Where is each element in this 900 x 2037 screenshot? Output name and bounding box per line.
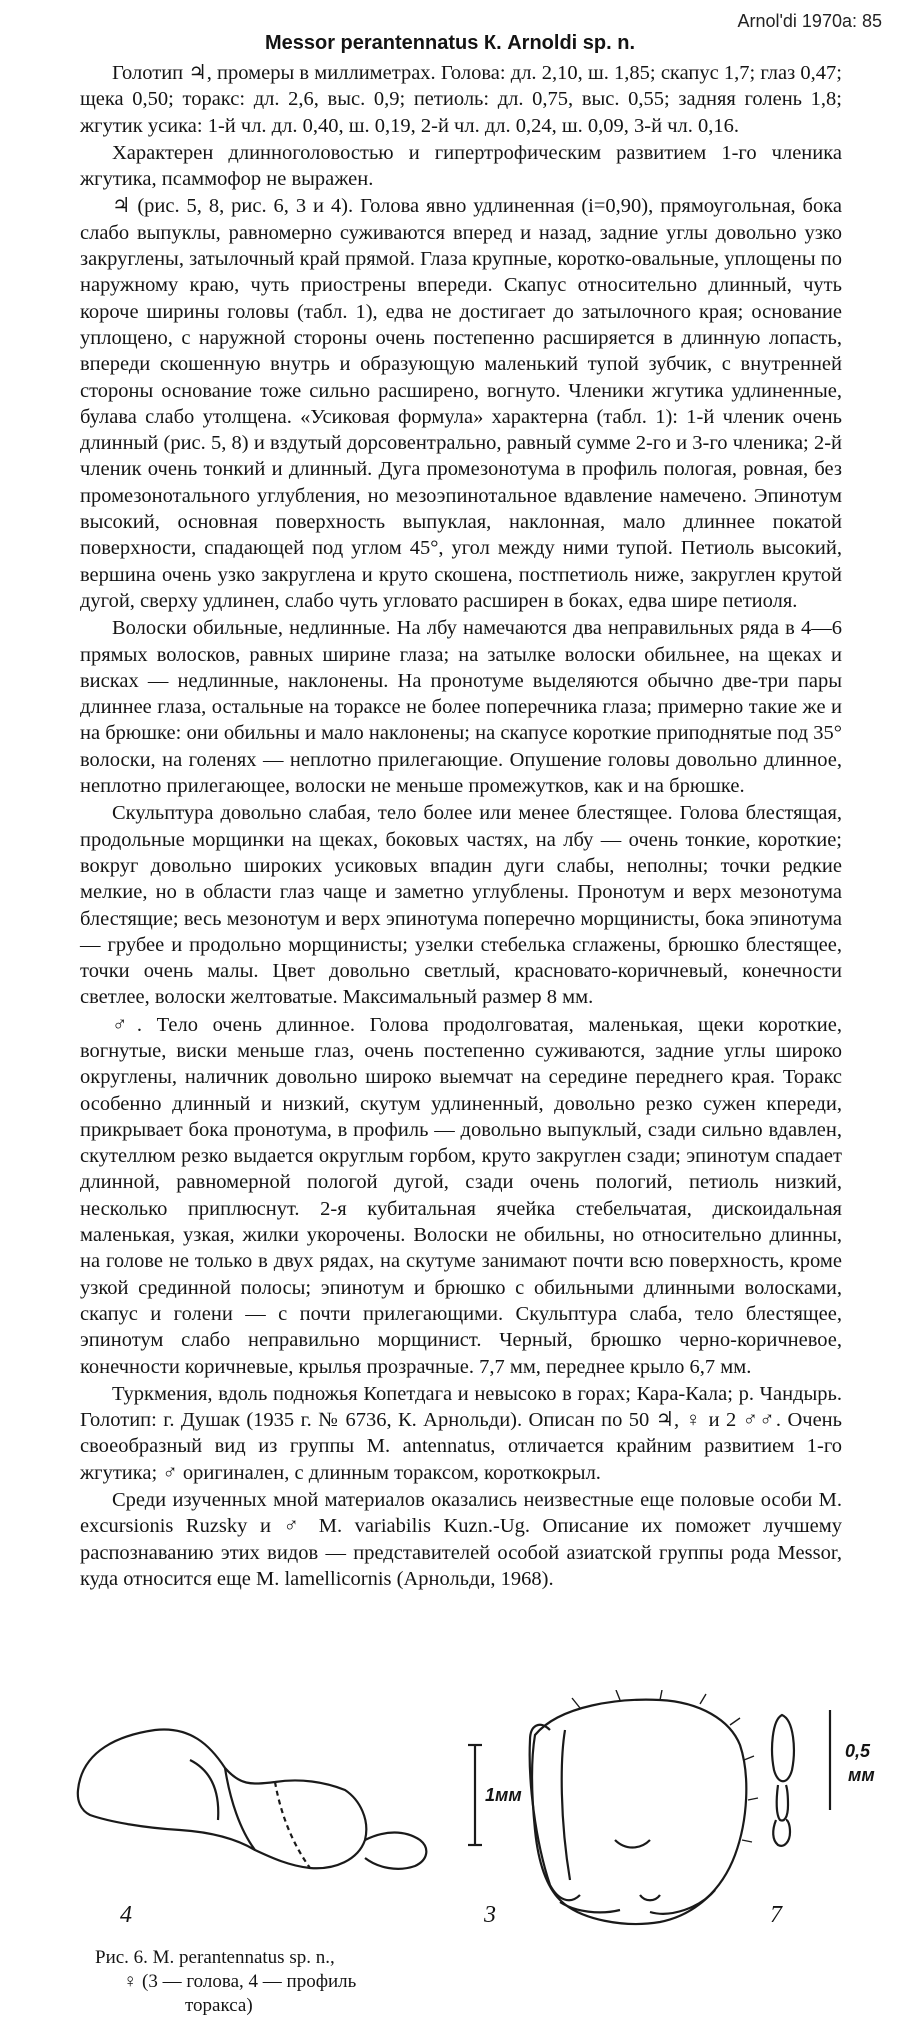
paragraph-sculpture: Скульптура довольно слабая, тело более или менее блестящее. Голова блестящая, продольные морщинки на щеках, боковых частях, на лбу — очень тонкие, короткие; вокруг довольно широких усиковых впадин дуги слабы, неполны; точки редкие мелкие, но в области глаз чаще и заметно углублены. Пронотум и верх мезонотума блестящие; весь мезонотум и верх эпинотума поперечно морщинисты, бока эпинотума — грубее и продольно морщинисты; узелки стебелька сглажены, брюшко блестящее, точки очень малы. Цвет довольно светлый, красновато-коричневый, конечности светлее, волоски желтоватые. Максимальный размер 8 мм. bbox=[80, 802, 842, 1009]
paragraph-pilosity: Волоски обильные, недлинные. На лбу намечаются два неправильных ряда в 4—6 прямых волосков, равных ширине глаза; на затылке волоски обильнее, на щеках и висках — недлинные, наклонены. На пронотуме выделяются обычно две-три пары длиннее глаза, остальные на тораксе не более поперечника глаза; примерно такие же и на брюшке: они обильны и мало наклонены; на скапусе короткие приподнятые под 35° волоски, на голенях — неплотно прилегающие. Опушение головы довольно длинное, неплотно прилегающее, волоски не меньше промежутков, как и на брюшке. bbox=[80, 617, 842, 798]
description-text bbox=[80, 60, 842, 1593]
scale-label-unit: мм bbox=[848, 1765, 875, 1785]
head-drawing bbox=[530, 1700, 747, 1924]
figure-caption bbox=[95, 1946, 515, 2018]
species-title: Messor perantennatus К. Arnoldi sp. n. bbox=[264, 32, 636, 54]
paragraph-diagnosis: Характерен длинноголовостью и гипертрофическим развитием 1-го членика жгутика, псаммофор не выражен. bbox=[80, 141, 842, 191]
scale-label-1mm: 1мм bbox=[485, 1785, 522, 1805]
paragraph-male: ♂. Тело очень длинное. Голова продолговатая, маленькая, щеки короткие, вогнутые, виски меньше глаз, очень постепенно суживаются, задние углы широко округлены, наличник довольно широко выемчат на середине переднего края. Торакс особенно длинный и низкий, скутум удлиненный, довольно резко сужен кпереди, прикрывает бока пронотума, в профиль — довольно выпуклый, сзади сильно вдавлен, скутеллюм резко выдается округлым горбом, круто закруглен сзади; эпинотум спадает длинной, равномерной пологой дугой, сзади очень пологий, петиоль низкий, несколько приплюснут. 2-я кубитальная ячейка стебельчатая, дискоидальная маленькая, узкая, жилки укорочены. Волоски не обильны, но относительно длинны, на голове не только в двух рядах, на скутуме занимают почти всю поверхность, кроме узкой срединной полосы; эпинотум и брюшко с обильными длинными волосками, скапус и голени — с почти прилегающими. Скульптура слаба, тело блестящее, эпинотум слабо неправильно морщинист. Черный, брюшко черно-коричневое, конечности коричневые, крылья прозрачные. 7,7 мм, переднее крыло 6,7 мм. bbox=[80, 1013, 842, 1378]
antenna-drawing bbox=[772, 1715, 794, 1846]
source-reference: Arnol'di 1970a: 85 bbox=[737, 11, 882, 31]
head-hairs bbox=[572, 1690, 758, 1842]
paragraph-closing: Среди изученных мной материалов оказались неизвестные еще половые особи M. excursionis Ruzsky и ♂ M. variabilis Kuzn.-Ug. Описание их поможет лучшему распознаванию этих видов — представителей особой азиатской группы рода Messor, куда относится еще M. lamellicornis (Арнольди, 1968). bbox=[80, 1489, 842, 1590]
figure-label-3: 3 bbox=[484, 1902, 496, 1928]
caption-line-1: Рис. 6. M. perantennatus sp. n., bbox=[95, 1947, 335, 1968]
figure-label-4: 4 bbox=[120, 1902, 132, 1928]
figure-label-7: 7 bbox=[770, 1902, 782, 1928]
figure-drawings bbox=[60, 1690, 880, 1950]
paragraph-worker-morphology: ♃ (рис. 5, 8, рис. 6, 3 и 4). Голова явно удлиненная (i=0,90), прямоугольная, бока слабо выпуклы, равномерно суживаются вперед и назад, задние углы довольно узко закруглены, затылочный край прямой. Глаза крупные, коротко-овальные, уплощены по наружному краю, чуть приострены впереди. Скапус относительно длинный, чуть короче ширины головы (табл. 1), едва не достигает до затылочного края; основание уплощено, с наружной стороны очень постепенно расширяется в длинную лопасть, впереди скошенную внутрь и образующую маленький тупой зубчик, с внутренней стороны основание тоже сильно расширено, вогнуто. Членики жгутика удлиненные, булава слабо утолщена. «Усиковая формула» характерна (табл. 1): 1-й членик очень длинный (рис. 5, 8) и вздутый дорсовентрально, равный сумме 2-го и 3-го членика; 2-й членик очень тонкий и длинный. Дуга промезонотума в профиль пологая, ровная, без промезонотального углубления, но мезоэпинотальное вдавление намечено. Эпинотум высокий, основная поверхность выпуклая, наклонная, мало длиннее покатой поверхности, спадающей под углом 45°, угол между ними тупой. Петиоль высокий, вершина очень узко закруглена и круто скошена, постпетиоль ниже, закруглен крутой дугой, сверху удлинен, слабо чуть угловато расширен в боках, едва шире петиоля. bbox=[80, 195, 842, 612]
scale-label-value: 0,5 bbox=[845, 1741, 871, 1761]
thorax-profile-drawing bbox=[78, 1729, 427, 1868]
scale-bar-1mm bbox=[468, 1745, 482, 1845]
caption-line-2: ♀ (3 — голова, 4 — профиль bbox=[123, 1971, 357, 1992]
paragraph-distribution: Туркмения, вдоль подножья Копетдага и невысоко в горах; Кара-Кала; р. Чандырь. Голотип: г. Душак (1935 г. № 6736, К. Арнольди). Описан по 50 ♃, ♀ и 2 ♂♂. Очень своеобразный вид из группы M. antennatus, отличается крайним развитием 1-го жгутика; ♂ оригинален, с длинным тораксом, короткокрыл. bbox=[80, 1382, 842, 1484]
paragraph-holotype-measurements: Голотип ♃, промеры в миллиметрах. Голова: дл. 2,10, ш. 1,85; скапус 1,7; глаз 0,47; щека 0,50; торакс: дл. 2,6, выс. 0,9; петиоль: дл. 0,75, выс. 0,55; задняя голень 1,8; жгутик усика: 1-й чл. дл. 0,40, ш. 0,19, 2-й чл. дл. 0,24, ш. 0,09, 3-й чл. 0,16. bbox=[80, 62, 842, 137]
caption-line-3: торакса) bbox=[185, 1995, 253, 2016]
